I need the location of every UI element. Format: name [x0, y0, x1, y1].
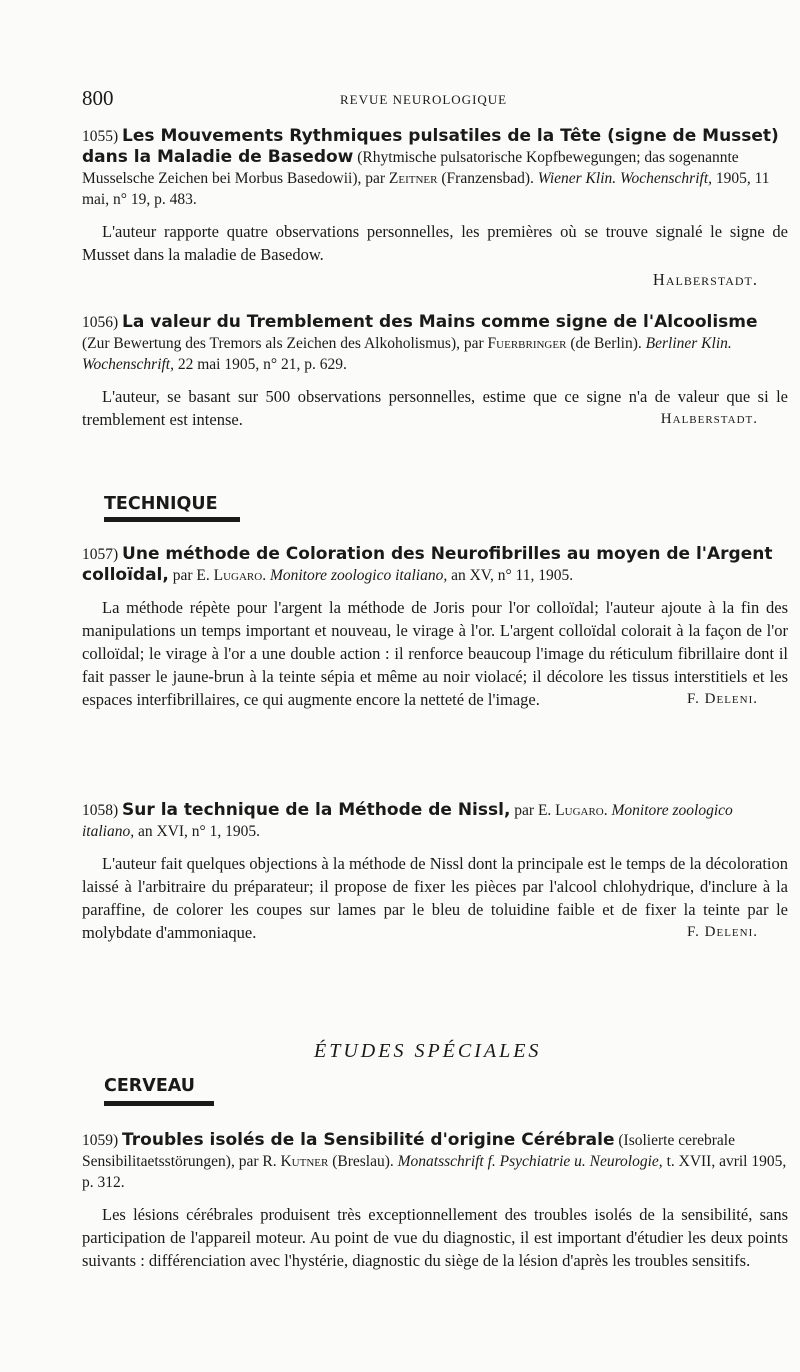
entry-reference: (Isolierte cerebrale Sensibilitaetsstörungen), par R.: [82, 1132, 735, 1170]
entry-signature: Halberstadt.: [652, 270, 758, 289]
entry-abstract: [82, 385, 788, 431]
entry-abstract: [82, 852, 788, 944]
entry-reference-date: 22 mai 1905, n° 21, p. 629.: [174, 356, 347, 373]
section-rule: [104, 517, 240, 522]
entry-journal: Wiener Klin. Wochenschrift,: [537, 170, 712, 187]
entry-number: 1057): [82, 546, 119, 563]
document-page: [82, 0, 790, 1372]
entry-number: 1058): [82, 802, 119, 819]
entry-reference-date: an XV, n° 11, 1905.: [447, 567, 574, 584]
entry-abstract-text: L'auteur, se basant sur 500 observations personnelles, estime que ce signe n'a de valeur que si le tremblement est intense.: [82, 387, 788, 429]
entry-heading: [82, 1130, 788, 1193]
entry-heading: [82, 126, 788, 210]
entry-reference-location: .: [262, 567, 270, 584]
entry-abstract: L'auteur rapporte quatre observations personnelles, les premières où se trouve signalé le signe de Musset dans la maladie de Basedow.: [82, 222, 788, 264]
entry-reference: (Zur Bewertung des Tremors als Zeichen des Alkoholismus), par: [82, 335, 488, 352]
entry-signature: F. Deleni.: [687, 924, 758, 940]
entry-1058: [82, 800, 788, 944]
entry-1059: [82, 1130, 788, 1272]
entry-1055: [82, 126, 788, 291]
entry-title: Sur la technique de la Méthode de Nissl,: [122, 800, 511, 820]
entry-signature: F. Deleni.: [687, 691, 758, 707]
entry-number: 1056): [82, 314, 119, 331]
running-title: REVUE NEUROLOGIQUE: [340, 92, 508, 107]
entry-title: Une méthode de Coloration des Neurofibrilles au moyen de l'Argent colloïdal,: [82, 544, 773, 585]
entry-reference: par E.: [510, 802, 556, 819]
entry-author: Kutner: [280, 1153, 329, 1170]
entry-abstract-text: La méthode répète pour l'argent la méthode de Joris pour l'or colloïdal; l'auteur ajoute à la fin des manipulations un temps important et nouveau, le virage à l'or. L'argent colloïdal colorait à la façon de l'or colloïdal; le virage à l'or a une double action : il renforce beaucoup l'image du réticulum fibrillaire dont il fait passer le jaune-brun à la teinte sépia et même au noir violacé; il décolore les tissus interstitiels et les espaces interfibrillaires, ce qui augmente encore la netteté de l'image.: [82, 598, 788, 709]
entry-heading: [82, 312, 788, 375]
section-heading-etudes-speciales: ÉTUDES SPÉCIALES: [314, 1040, 542, 1062]
entry-abstract: [82, 596, 788, 711]
section-heading-cerveau: CERVEAU: [104, 1076, 195, 1096]
entry-journal: Berliner Klin. Wochenschrift,: [82, 335, 732, 373]
entry-number: 1059): [82, 1132, 119, 1149]
section-heading-technique: TECHNIQUE: [104, 494, 218, 514]
entry-1056: [82, 312, 788, 431]
entry-title: Troubles isolés de la Sensibilité d'origine Cérébrale: [122, 1130, 615, 1150]
page-header: [82, 86, 782, 110]
entry-reference: par E.: [168, 567, 214, 584]
entry-reference-date: t. XVII, avril 1905, p. 312.: [82, 1153, 787, 1191]
entry-title: La valeur du Tremblement des Mains comme signe de l'Alcoolisme: [122, 312, 758, 332]
entry-author: Fuerbringer: [487, 335, 567, 352]
entry-reference-location: (de Berlin).: [566, 335, 646, 352]
entry-author: Lugaro: [555, 802, 604, 819]
entry-journal: Monitore zoologico italiano,: [269, 567, 448, 584]
entry-reference-location: (Breslau).: [328, 1153, 398, 1170]
entry-signature: Halberstadt.: [660, 411, 758, 427]
entry-reference-date: 1905, 11 mai, n° 19, p. 483.: [82, 170, 770, 208]
entry-abstract: Les lésions cérébrales produisent très exceptionnellement des troubles isolés de la sensibilité, sans participation de l'appareil moteur. Au point de vue du diagnostic, il est important d'étudier les deux points suivants : différenciation avec l'hystérie, diagnostic du siège de la lésion d'après les troubles sensitifs.: [82, 1205, 788, 1270]
entry-heading: [82, 800, 788, 842]
entry-abstract-text: L'auteur fait quelques objections à la méthode de Nissl dont la principale est le temps de la décoloration laissé à l'arbitraire du préparateur; il propose de fixer les pièces par l'alcool chlohydrique, d'inclure à la paraffine, de colorer les coupes sur lames par le bleu de toluidine faible et de fixer la teinte par le molybdate d'ammoniaque.: [82, 854, 788, 942]
entry-journal: Monatsschrift f. Psychiatrie u. Neurologie,: [397, 1153, 663, 1170]
entry-reference: (Rhytmische pulsatorische Kopfbewegungen; das sogenannte Musselsche Zeichen bei Morbus Basedowii), par: [82, 149, 739, 187]
entry-1057: [82, 544, 788, 711]
entry-journal: Monitore zoologico italiano,: [82, 802, 733, 840]
entry-reference-location: (Franzensbad).: [437, 170, 538, 187]
entry-author: Zeitner: [388, 170, 438, 187]
entry-heading: [82, 544, 788, 586]
entry-reference-location: .: [603, 802, 612, 819]
entry-author: Lugaro: [213, 567, 263, 584]
page-number: 800: [82, 86, 114, 110]
entry-reference-date: an XVI, n° 1, 1905.: [134, 823, 260, 840]
entry-number: 1055): [82, 128, 119, 145]
entry-title: Les Mouvements Rythmiques pulsatiles de la Tête (signe de Musset) dans la Maladie de Basedow: [82, 126, 779, 167]
section-rule: [104, 1101, 214, 1106]
